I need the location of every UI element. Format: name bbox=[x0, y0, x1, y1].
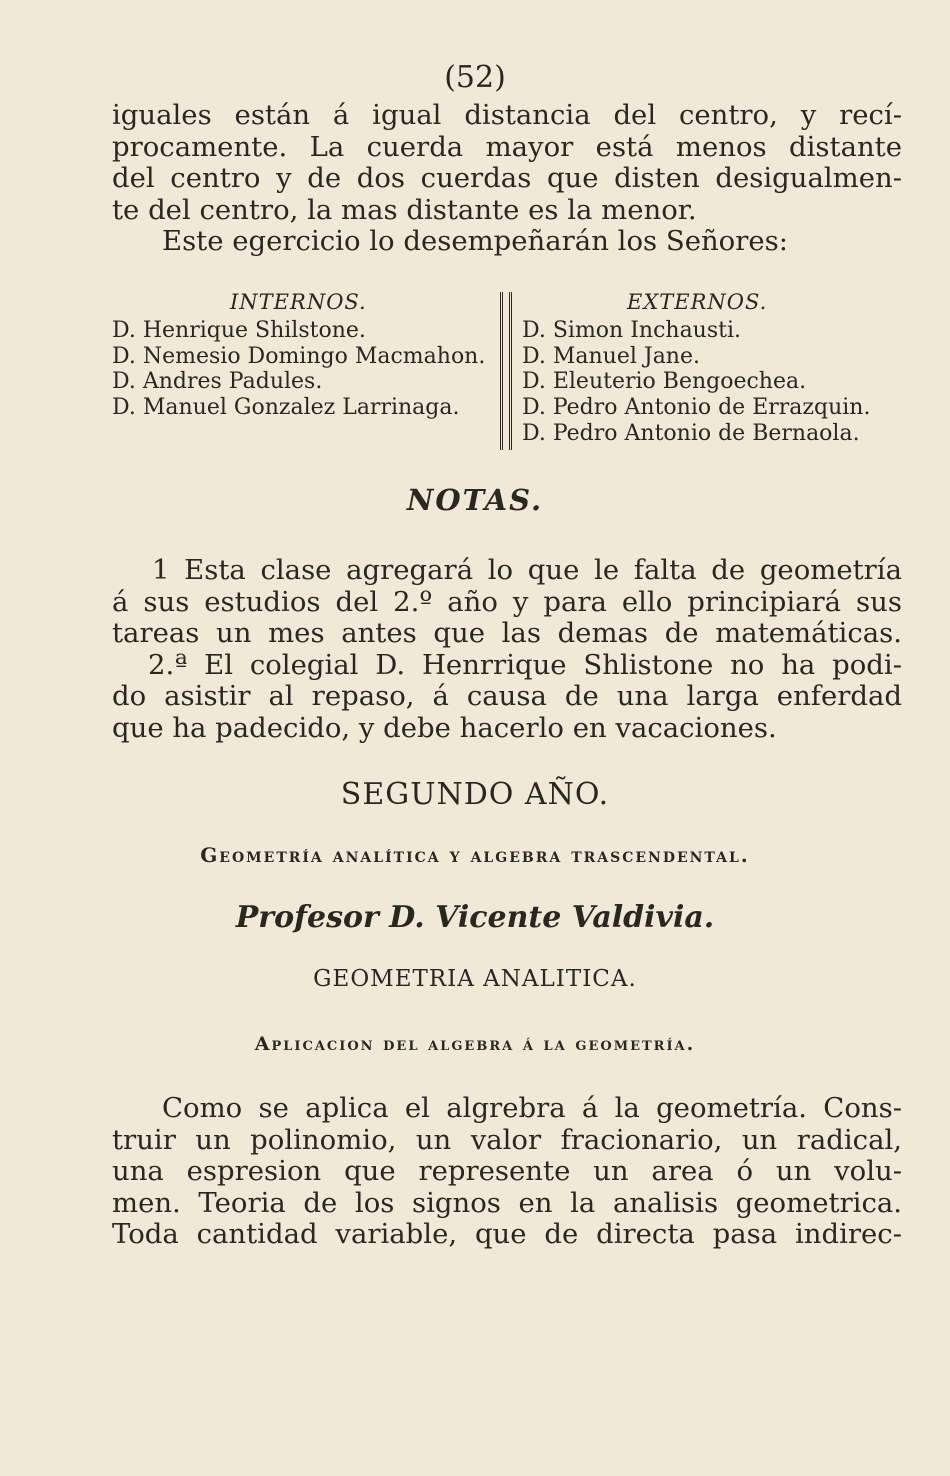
exercise-line: Este egercicio lo desempeñarán los Señores: bbox=[162, 225, 789, 257]
section-heading: SEGUNDO AÑO. bbox=[340, 777, 610, 812]
note-line: 1 Esta clase agregará lo que le falta de geometría bbox=[152, 554, 902, 586]
intro-line: iguales están á igual distancia del centro, y recí- bbox=[112, 99, 902, 131]
notas-heading: NOTAS. bbox=[406, 483, 544, 517]
externo-name: D. Pedro Antonio de Bernaola. bbox=[522, 420, 860, 446]
paragraph-line: men. Teoria de los signos en la analisis geometrica. bbox=[112, 1186, 902, 1219]
internos-heading: INTERNOS. bbox=[230, 290, 367, 314]
notes bbox=[112, 555, 902, 744]
note-line: á sus estudios del 2.º año y para ello principiará sus bbox=[112, 585, 902, 618]
topic-heading: Aplicacion del algebra á la geometría. bbox=[254, 1033, 696, 1055]
final-paragraph bbox=[112, 1093, 902, 1251]
paragraph-line: Toda cantidad variable, que de directa pasa indirec- bbox=[112, 1218, 902, 1250]
ornamental-divider bbox=[500, 292, 512, 450]
interno-name: D. Henrique Shilstone. bbox=[112, 317, 366, 343]
page-number: (52) bbox=[444, 60, 506, 95]
externo-name: D. Eleuterio Bengoechea. bbox=[522, 369, 807, 395]
interno-name: D. Manuel Gonzalez Larrinaga. bbox=[112, 395, 460, 421]
students-table bbox=[112, 290, 907, 460]
note-line: tareas un mes antes que las demas de matemáticas. bbox=[112, 617, 902, 649]
paragraph-line: una espresion que represente un area ó un volu- bbox=[112, 1155, 902, 1187]
externos-heading: EXTERNOS. bbox=[627, 290, 768, 314]
intro-line: te del centro, la mas distante es la menor. bbox=[112, 193, 697, 226]
note-line: que ha padecido, y debe hacerlo en vacaciones. bbox=[112, 711, 777, 744]
subsection-heading: GEOMETRIA ANALITICA. bbox=[313, 966, 637, 992]
paragraph-line: truir un polinomio, un valor fracionario, un radical, bbox=[112, 1123, 902, 1156]
interno-name: D. Nemesio Domingo Macmahon. bbox=[112, 343, 486, 369]
interno-name: D. Andres Padules. bbox=[112, 369, 323, 395]
note-line: 2.ª El colegial D. Henrrique Shlistone no ha podi- bbox=[148, 648, 902, 681]
paragraph-line: Como se aplica el algrebra á la geometría. Cons- bbox=[162, 1092, 902, 1124]
professor-line: Profesor D. Vicente Valdivia. bbox=[235, 900, 715, 935]
intro-paragraph bbox=[112, 100, 902, 258]
intro-line: del centro y de dos cuerdas que disten desigualmen- bbox=[112, 162, 902, 194]
externo-name: D. Simon Inchausti. bbox=[522, 317, 742, 343]
intro-line: procamente. La cuerda mayor está menos distante bbox=[112, 130, 902, 163]
externos-column bbox=[522, 290, 907, 447]
course-title: Geometría analítica y algebra trascendental. bbox=[200, 843, 750, 867]
internos-column bbox=[112, 290, 487, 421]
externo-name: D. Pedro Antonio de Errazquin. bbox=[522, 395, 871, 421]
note-line: do asistir al repaso, á causa de una larga enferdad bbox=[112, 680, 902, 712]
externo-name: D. Manuel Jane. bbox=[522, 343, 700, 369]
